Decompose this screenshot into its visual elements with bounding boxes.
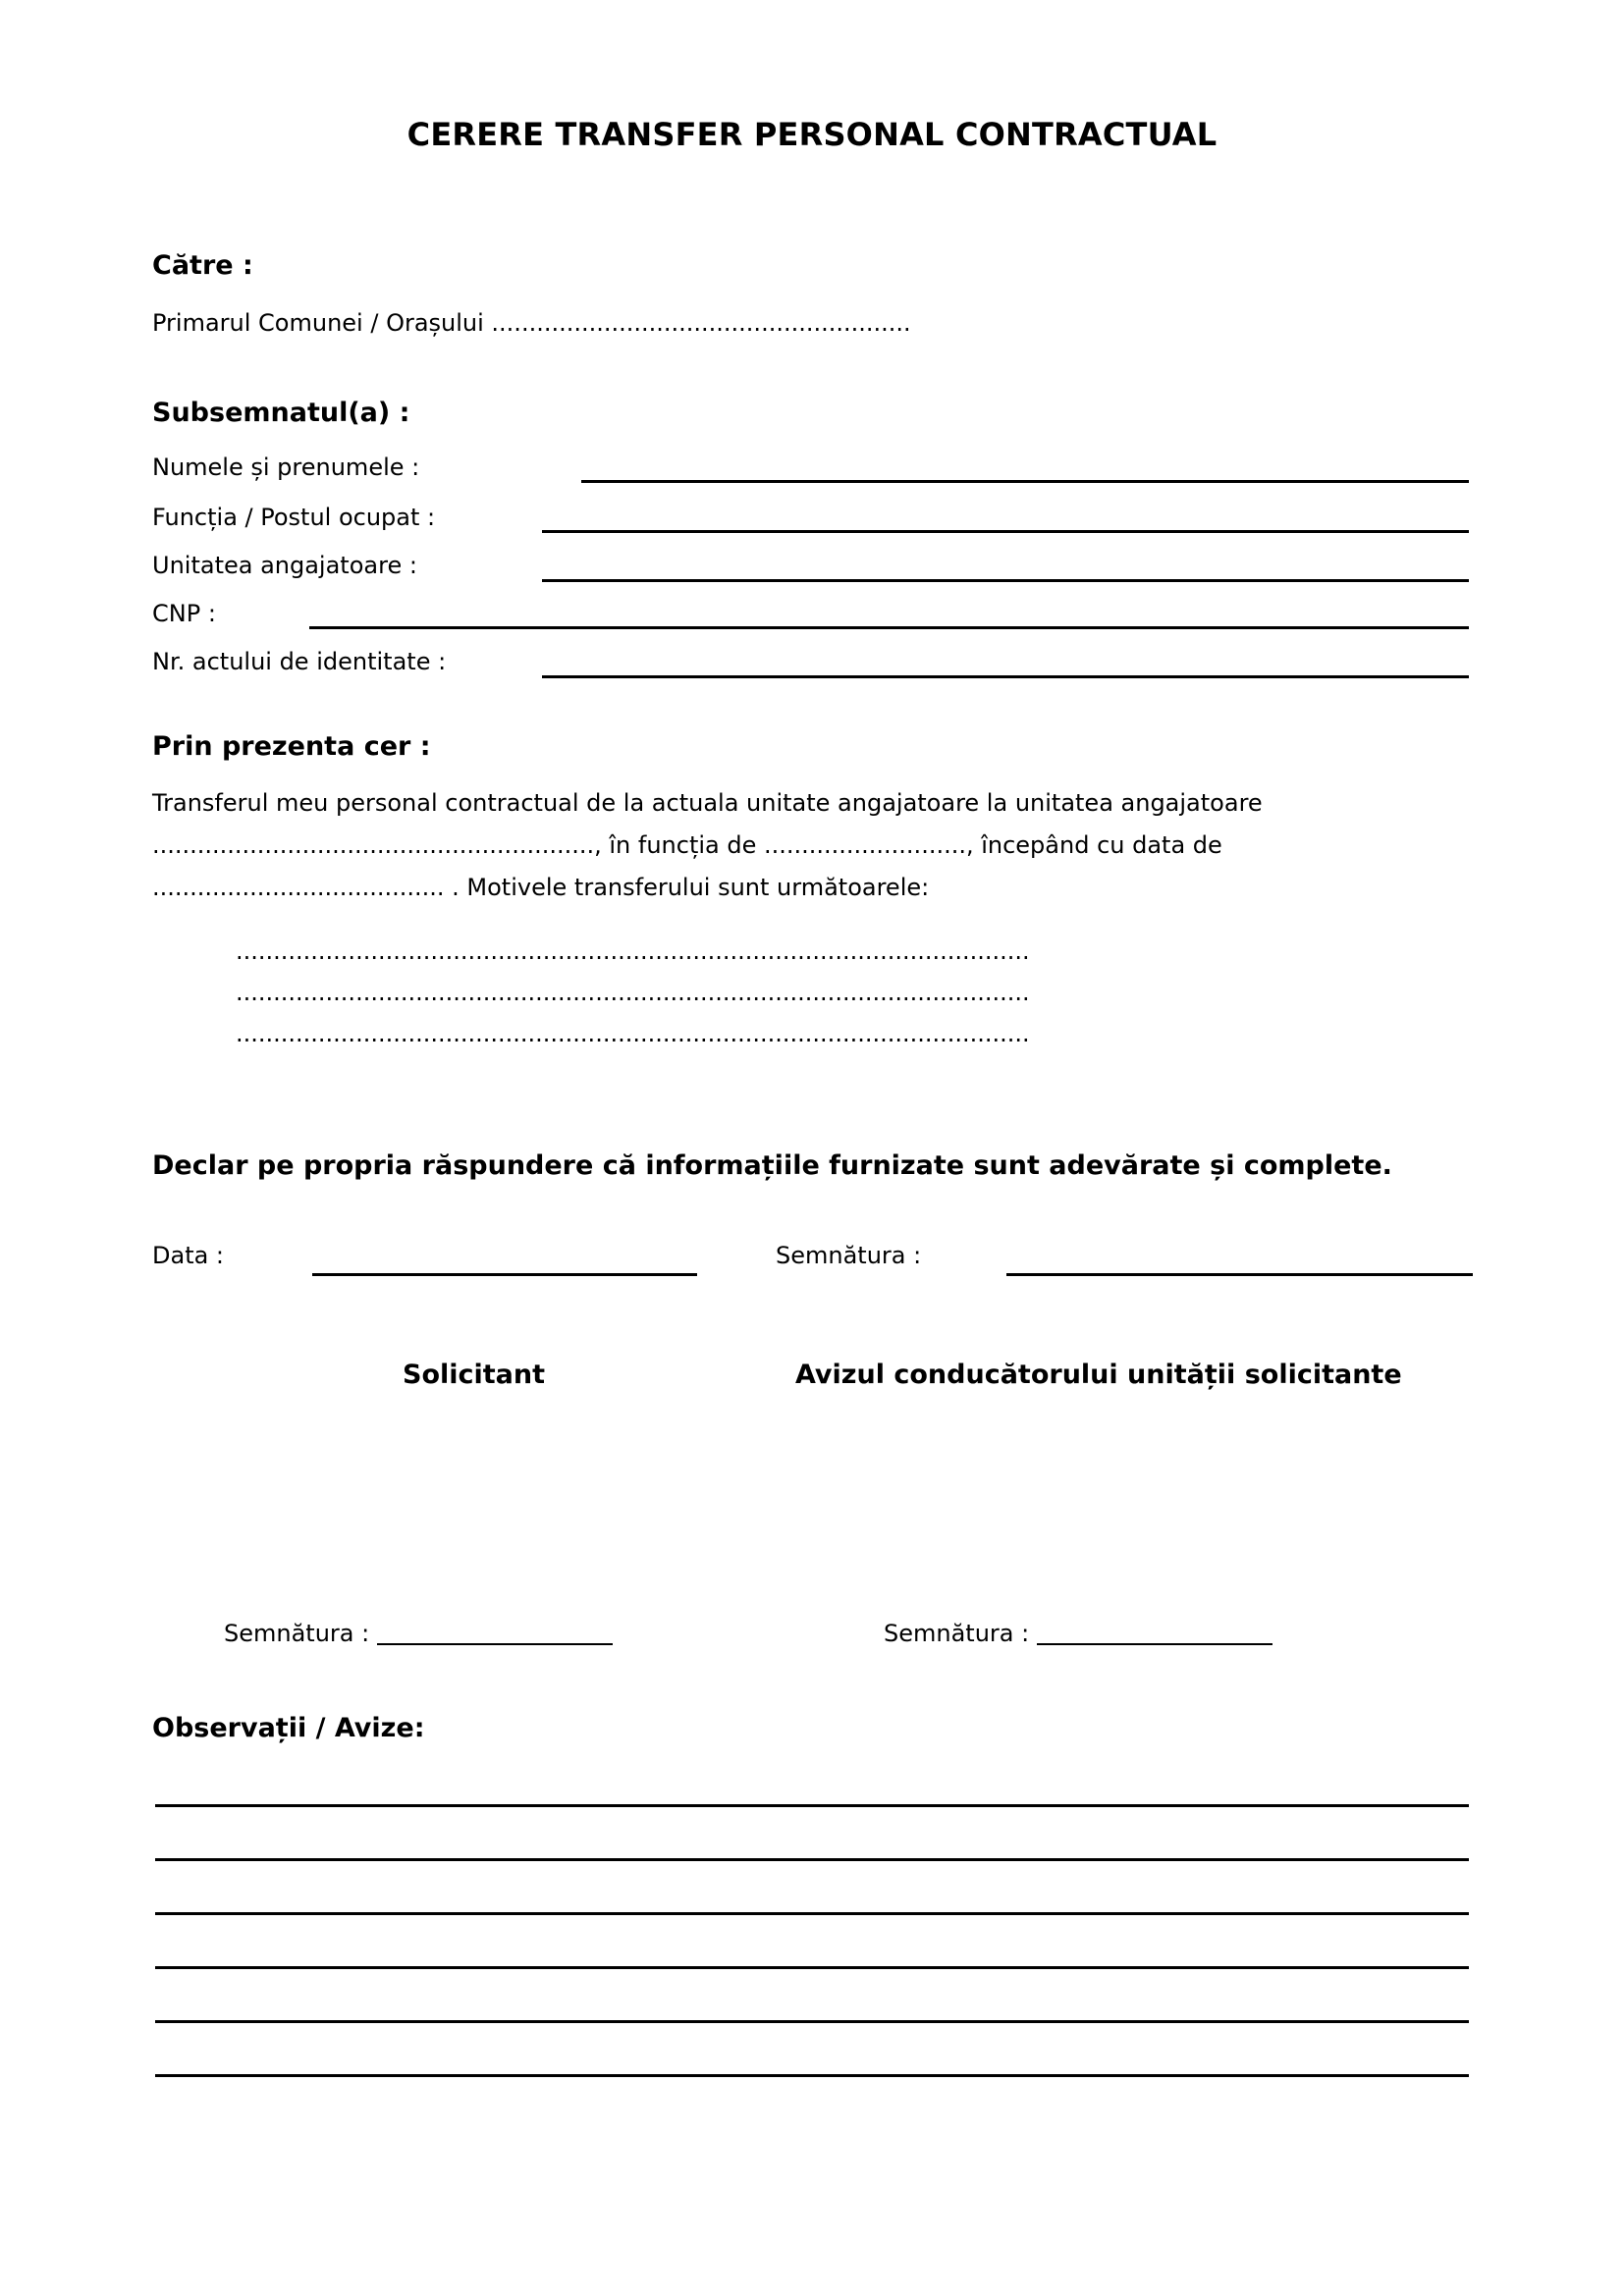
observations-line-4[interactable] bbox=[155, 1966, 1469, 1969]
field-input-id-number[interactable] bbox=[542, 675, 1469, 678]
observations-heading: Observații / Avize: bbox=[152, 1713, 425, 1743]
date-input[interactable] bbox=[312, 1273, 697, 1276]
applicant-signature-label: Semnătura : bbox=[224, 1620, 370, 1647]
declaration-text: Declar pe propria răspundere că informațiile furnizate sunt adevărate și complete. bbox=[152, 1150, 1392, 1181]
field-label-employer: Unitatea angajatoare : bbox=[152, 552, 417, 579]
approval-signature-row bbox=[884, 1620, 1272, 1647]
addressee-heading: Către : bbox=[152, 250, 253, 281]
field-label-id-number: Nr. actului de identitate : bbox=[152, 648, 447, 675]
observations-line-1[interactable] bbox=[155, 1804, 1469, 1807]
request-heading: Prin prezenta cer : bbox=[152, 731, 431, 762]
addressee-line: Primarul Comunei / Orașului ........................................................ bbox=[152, 309, 911, 337]
observations-line-3[interactable] bbox=[155, 1912, 1469, 1915]
applicant-signature-input[interactable] bbox=[377, 1643, 613, 1645]
request-body: Transferul meu personal contractual de la actuala unitate angajatoare la unitatea angajatoare ..........................................................., în funcția de ..........................., începând cu data de ....................................... . Motivele transferului sunt următoarele: bbox=[152, 789, 1263, 901]
applicant-signature-row bbox=[224, 1620, 613, 1647]
undersigned-heading: Subsemnatul(a) : bbox=[152, 398, 410, 428]
field-input-name[interactable] bbox=[581, 480, 1469, 483]
reason-line-3[interactable]: .......................................................................................................... bbox=[236, 1020, 1030, 1047]
reason-line-1[interactable]: .......................................................................................................... bbox=[236, 937, 1030, 965]
field-input-employer[interactable] bbox=[542, 579, 1469, 582]
date-label: Data : bbox=[152, 1242, 225, 1269]
field-label-name: Numele și prenumele : bbox=[152, 454, 420, 481]
field-label-position: Funcția / Postul ocupat : bbox=[152, 504, 436, 531]
field-input-cnp[interactable] bbox=[309, 626, 1469, 629]
observations-line-2[interactable] bbox=[155, 1858, 1469, 1861]
approval-signature-input[interactable] bbox=[1037, 1643, 1272, 1645]
observations-line-6[interactable] bbox=[155, 2074, 1469, 2077]
page-title: CERERE TRANSFER PERSONAL CONTRACTUAL bbox=[406, 116, 1218, 153]
field-label-cnp: CNP : bbox=[152, 600, 216, 627]
approval-signature-label: Semnătura : bbox=[884, 1620, 1030, 1647]
column-heading-approval: Avizul conducătorului unității solicitante bbox=[795, 1360, 1402, 1390]
field-input-position[interactable] bbox=[542, 530, 1469, 533]
observations-line-5[interactable] bbox=[155, 2020, 1469, 2023]
column-heading-applicant: Solicitant bbox=[403, 1360, 546, 1390]
signature-input[interactable] bbox=[1006, 1273, 1473, 1276]
signature-label: Semnătura : bbox=[776, 1242, 922, 1269]
reason-line-2[interactable]: .......................................................................................................... bbox=[236, 979, 1030, 1006]
